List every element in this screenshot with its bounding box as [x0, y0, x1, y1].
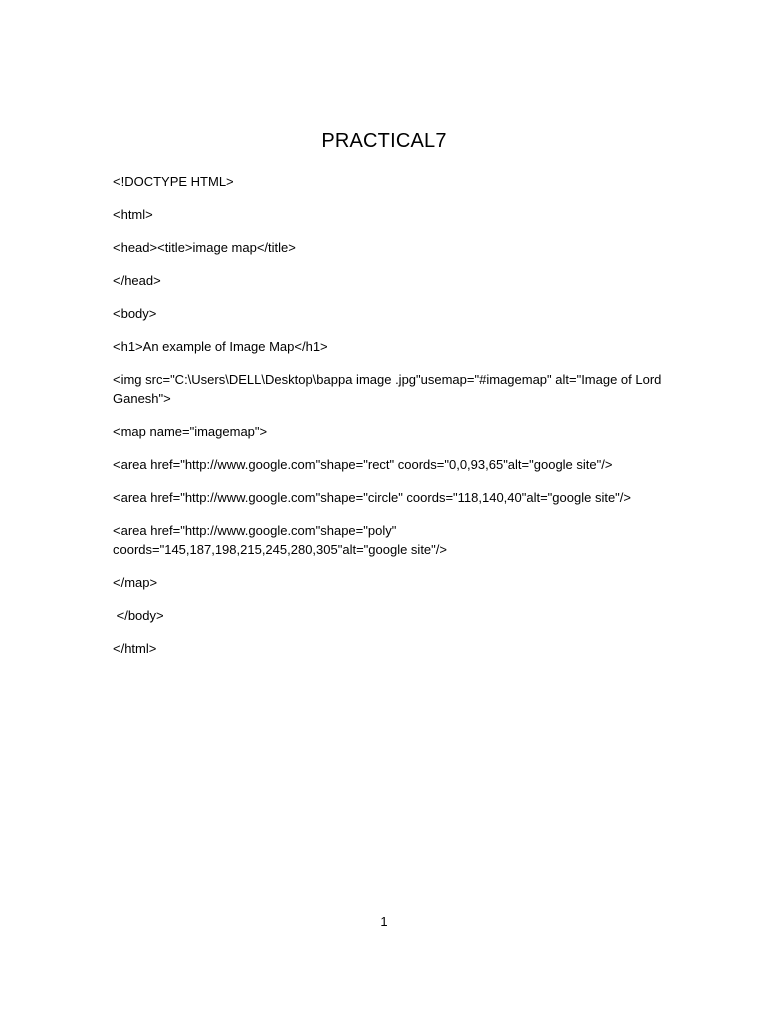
code-line-h1: <h1>An example of Image Map</h1>	[113, 339, 328, 354]
code-line-doctype: <!DOCTYPE HTML>	[113, 174, 234, 189]
code-listing	[113, 172, 673, 672]
code-line-area-rect: <area href="http://www.google.com"shape="rect" coords="0,0,93,65"alt="google site"/>	[113, 457, 613, 472]
code-line-area-poly: <area href="http://www.google.com"shape="poly" coords="145,187,198,215,245,280,305"alt="google site"/>	[113, 523, 447, 557]
code-line-body-open: <body>	[113, 306, 157, 321]
code-line-map-open: <map name="imagemap">	[113, 424, 268, 439]
page-number: 1	[380, 914, 388, 929]
document-title: PRACTICAL7	[321, 130, 447, 152]
code-line-head-title: <head><title>image map</title>	[113, 240, 296, 255]
code-line-html-open: <html>	[113, 207, 153, 222]
code-line-head-close: </head>	[113, 273, 161, 288]
code-line-img: <img src="C:\Users\DELL\Desktop\bappa image .jpg"usemap="#imagemap" alt="Image of Lord Ganesh">	[113, 372, 666, 406]
code-line-map-close: </map>	[113, 575, 158, 590]
code-line-area-circle: <area href="http://www.google.com"shape="circle" coords="118,140,40"alt="google site"/>	[113, 490, 631, 505]
code-line-body-close: </body>	[113, 608, 164, 623]
code-line-html-close: </html>	[113, 641, 157, 656]
